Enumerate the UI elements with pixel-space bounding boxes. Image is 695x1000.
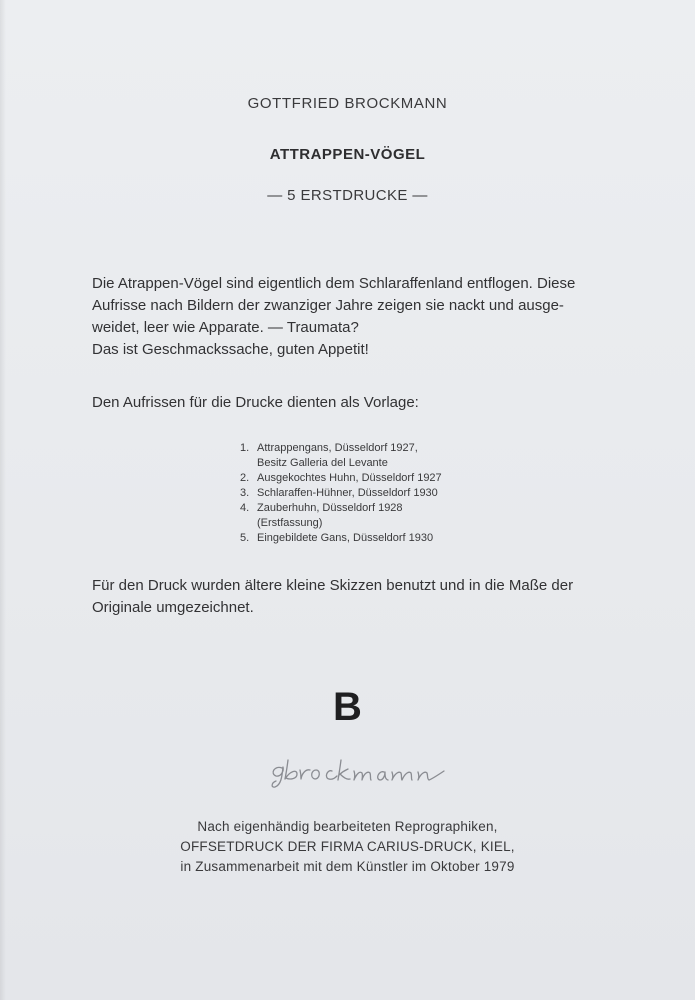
intro-paragraph (92, 273, 612, 361)
list-item (240, 471, 442, 486)
colophon-line: Nach eigenhändig bearbeiteten Reprographiken, (197, 819, 498, 834)
list-item-number: 3. (240, 487, 250, 499)
colophon-line: in Zusammenarbeit mit dem Künstler im Oktober 1979 (180, 859, 515, 874)
list-item-note: (Erstfassung) (257, 517, 323, 529)
list-item (240, 441, 442, 471)
intro-line: weidet, leer wie Apparate. — Traumata? (92, 319, 359, 336)
intro-line: Aufrisse nach Bildern der zwanziger Jahre zeigen sie nackt und ausge- (92, 297, 564, 314)
list-item-number: 5. (240, 532, 250, 544)
intro-line: Das ist Geschmackssache, guten Appetit! (92, 341, 369, 358)
sketch-note-line: Für den Druck wurden ältere kleine Skizzen benutzt und in die Maße der (92, 577, 574, 594)
list-item (240, 501, 442, 531)
edition-letter: B (333, 685, 362, 729)
print-series-title: ATTRAPPEN-VÖGEL (269, 146, 426, 163)
list-item-title: Attrappengans, Düsseldorf 1927, (257, 442, 418, 454)
author-name: GOTTFRIED BROCKMANN (247, 95, 448, 112)
list-item-number: 1. (240, 442, 250, 454)
list-item-title: Schlaraffen-Hühner, Düsseldorf 1930 (257, 487, 438, 499)
colophon (0, 817, 695, 877)
list-item-title: Zauberhuhn, Düsseldorf 1928 (257, 502, 403, 514)
intro-line: Die Atrappen-Vögel sind eigentlich dem Schlaraffenland entflogen. Diese (92, 275, 576, 292)
signature-text: gBrockmann (268, 752, 274, 753)
list-item-number: 2. (240, 472, 250, 484)
sketch-note-line: Originale umgezeichnet. (92, 599, 254, 616)
series-subtitle: — 5 ERSTDRUCKE — (267, 187, 428, 204)
artist-signature (268, 752, 458, 792)
sketch-note-paragraph (92, 575, 622, 619)
template-heading: Den Aufrissen für die Drucke dienten als Vorlage: (92, 394, 419, 411)
list-item-title: Eingebildete Gans, Düsseldorf 1930 (257, 532, 434, 544)
list-item-number: 4. (240, 502, 250, 514)
list-item (240, 486, 442, 501)
works-list (240, 441, 442, 546)
colophon-line: OFFSETDRUCK DER FIRMA CARIUS-DRUCK, KIEL, (180, 839, 515, 854)
list-item-title: Ausgekochtes Huhn, Düsseldorf 1927 (257, 472, 442, 484)
list-item-note: Besitz Galleria del Levante (257, 457, 388, 469)
list-item (240, 531, 442, 546)
